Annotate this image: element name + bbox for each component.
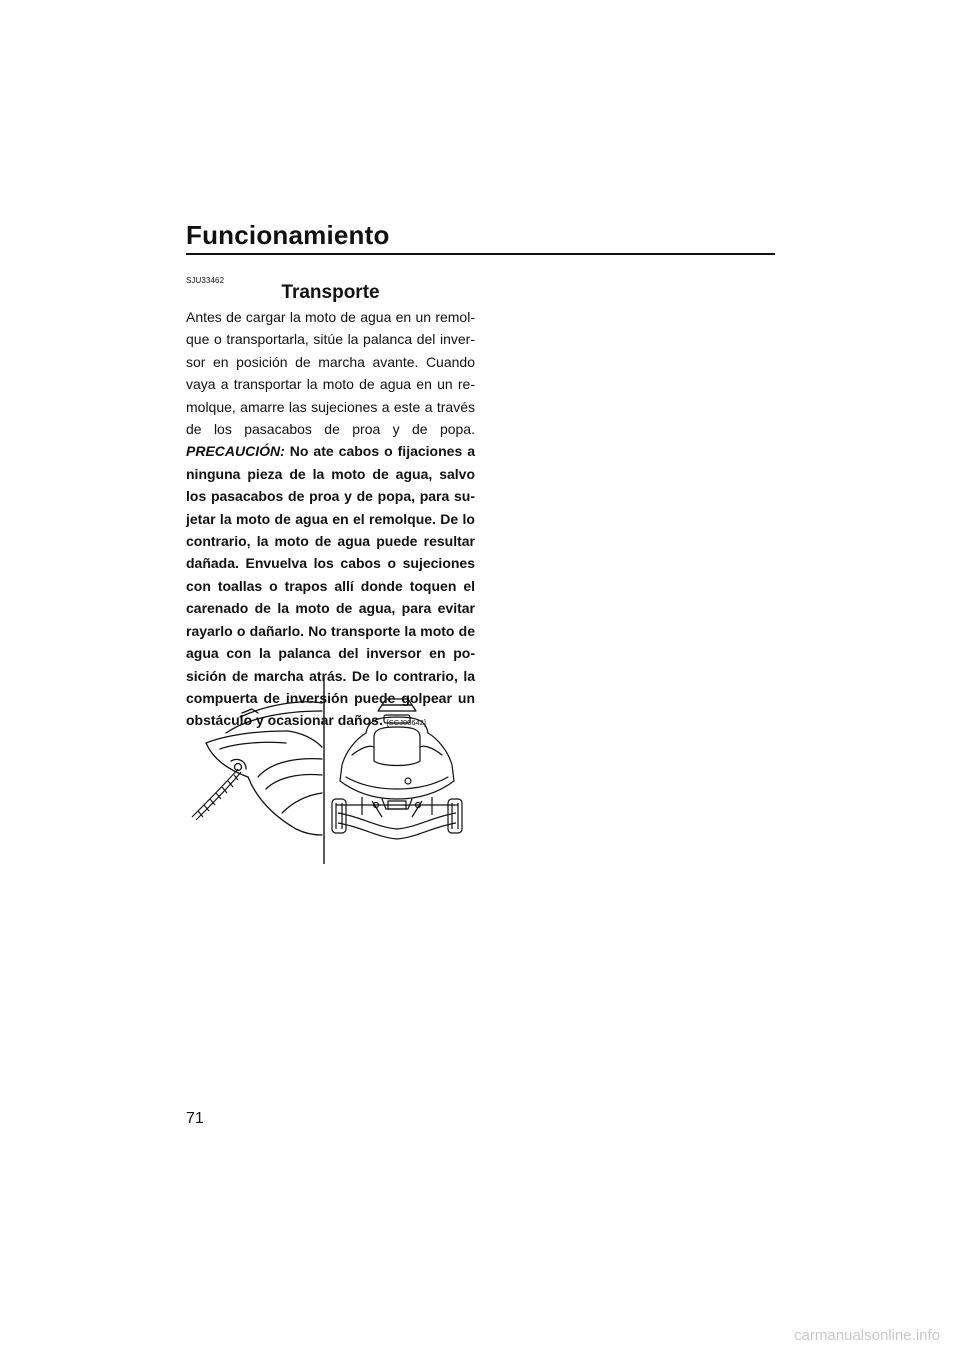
- watermark: carmanualsonline.info: [794, 1327, 940, 1344]
- section-code: SJU33462: [186, 276, 225, 285]
- trailer: [332, 797, 462, 839]
- section-body: [186, 306, 475, 735]
- intro-paragraph: Antes de cargar la moto de agua en un remolque o transportarla, sitúe la palanca del inversor en posición de marcha avante. Cuando vaya a transportar la moto de agua en un remolque, amarre las sujeciones a este a través de los pasacabos de proa y de popa.: [186, 309, 475, 438]
- transport-illustration: [186, 677, 476, 864]
- caution-reference-code: [SCJ00642]: [386, 718, 426, 728]
- watercraft-front-view: [340, 699, 454, 809]
- caution-text: No ate cabos o fijaciones a ninguna pieza de la moto de agua, salvo los pasacabos de proa y de popa, para sujetar la moto de agua en el remolque. De lo contrario, la moto de agua puede resultar dañada. Envuelva los cabos o sujeciones con toallas o trapos allí donde toquen el carenado de la moto de agua, para evitar rayarlo o dañarlo. No transporte la moto de agua con la palanca del inversor en posición de marcha atrás. De lo contrario, la compuerta de inversión puede golpear un obstáculo y ocasionar daños.: [186, 443, 475, 729]
- header-rule: [186, 253, 775, 255]
- page-title: Funcionamiento: [186, 220, 390, 250]
- tie-down-rope: [192, 769, 241, 820]
- page-number: 71: [186, 1110, 204, 1127]
- section-title: Transporte: [281, 282, 380, 303]
- bow-eye-closeup: [206, 702, 322, 835]
- caution-label: PRECAUCIÓN:: [186, 443, 285, 460]
